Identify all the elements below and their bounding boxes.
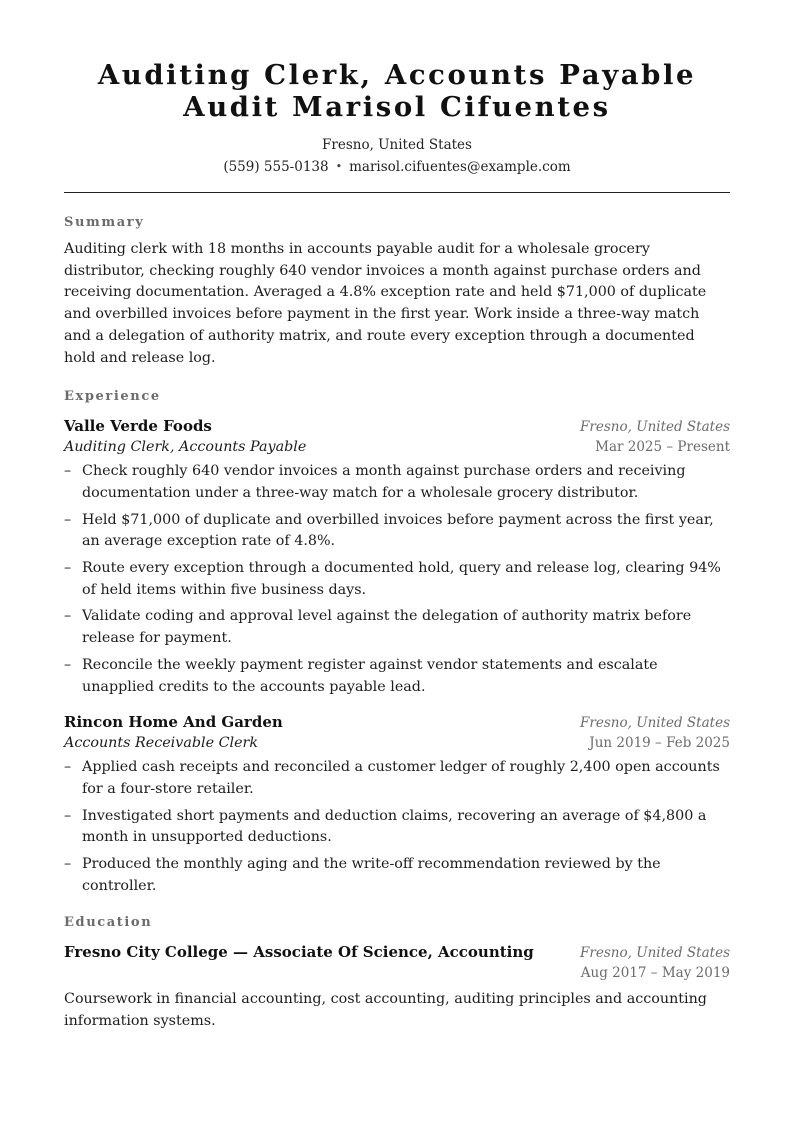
bullet-item [64, 606, 730, 649]
bullet-text: Reconcile the weekly payment register against vendor statements and escalate unapplied credits to the accounts payable lead. [82, 656, 658, 695]
job-header-row [64, 416, 730, 437]
contact-line [64, 158, 730, 176]
title-line-2: Audit Marisol Cifuentes [183, 91, 611, 123]
education-note: Coursework in financial accounting, cost accounting, auditing principles and accounting information systems. [64, 991, 707, 1030]
resume-header [64, 0, 730, 176]
bullet-dash: – [64, 511, 72, 528]
bullet-text: Applied cash receipts and reconciled a customer ledger of roughly 2,400 open accounts for a four-store retailer. [82, 759, 720, 797]
bullet-dash: – [64, 463, 72, 480]
company-name: Valle Verde Foods [64, 417, 212, 436]
job-entry [64, 712, 730, 897]
bullet-dash: – [64, 560, 72, 577]
bullet-item [64, 510, 730, 553]
bullet-item [64, 558, 730, 601]
education-heading: Education [64, 915, 153, 931]
bullet-text: Held $71,000 of duplicate and overbilled invoices before payment across the first year, an average exception rate of 4.8%. [82, 511, 714, 550]
email-address: marisol.cifuentes@example.com [349, 159, 571, 175]
education-header-row [64, 942, 730, 963]
job-location: Fresno, United States [580, 715, 730, 732]
job-role: Auditing Clerk, Accounts Payable [64, 439, 307, 456]
bullet-item [64, 461, 730, 504]
header-divider [64, 192, 730, 193]
experience-heading: Experience [64, 389, 161, 405]
job-role-row [64, 733, 730, 754]
bullet-item [64, 854, 730, 897]
resume-page [64, 0, 730, 1033]
title-line-1: Auditing Clerk, Accounts Payable [97, 59, 697, 91]
company-name: Rincon Home And Garden [64, 713, 283, 732]
header-location: Fresno, United States [322, 137, 472, 153]
phone-number: (559) 555-0138 [223, 159, 329, 175]
bullet-text: Route every exception through a documented hold, query and release log, clearing 94% of held items within five business days. [82, 560, 721, 598]
bullet-text: Validate coding and approval level against the delegation of authority matrix before release for payment. [82, 608, 692, 647]
separator-dot: • [335, 160, 343, 173]
bullet-dash: – [64, 608, 72, 625]
bullet-item [64, 757, 730, 800]
education-dates: Aug 2017 – May 2019 [580, 965, 730, 982]
job-bullets [64, 757, 730, 897]
job-dates: Jun 2019 – Feb 2025 [589, 735, 730, 752]
job-role: Accounts Receivable Clerk [64, 735, 259, 752]
bullet-text: Investigated short payments and deduction claims, recovering an average of $4,800 a month in unsupported deductions. [82, 807, 707, 846]
job-dates: Mar 2025 – Present [595, 439, 730, 456]
education-entry [64, 942, 730, 1032]
school-degree: Fresno City College — Associate Of Science, Accounting [64, 943, 534, 962]
bullet-item [64, 655, 730, 698]
job-role-row [64, 437, 730, 458]
summary-heading: Summary [64, 215, 145, 230]
bullet-text: Check roughly 640 vendor invoices a month against purchase orders and receiving documentation under a three-way match for a wholesale grocery distributor. [82, 463, 686, 501]
job-bullets [64, 461, 730, 698]
job-location: Fresno, United States [580, 419, 730, 436]
bullet-item [64, 806, 730, 849]
job-header-row [64, 712, 730, 733]
bullet-dash: – [64, 656, 72, 673]
job-entry [64, 416, 730, 698]
education-dates-row [64, 963, 730, 984]
resume-title [64, 0, 730, 123]
bullet-text: Produced the monthly aging and the write-off recommendation reviewed by the controller. [82, 856, 661, 894]
bullet-dash: – [64, 807, 72, 824]
bullet-dash: – [64, 856, 72, 873]
education-location: Fresno, United States [580, 945, 730, 962]
bullet-dash: – [64, 759, 72, 776]
summary-text: Auditing clerk with 18 months in accounts payable audit for a wholesale grocery distributor, checking roughly 640 vendor invoices a month against purchase orders and receiving documentation. Averaged a 4.8% exception rate and held $71,000 of duplicate and overbilled invoices before payment in the first year. Work inside a three-way match and a delegation of authority matrix, and route every exception through a documented hold and release log. [64, 241, 707, 366]
